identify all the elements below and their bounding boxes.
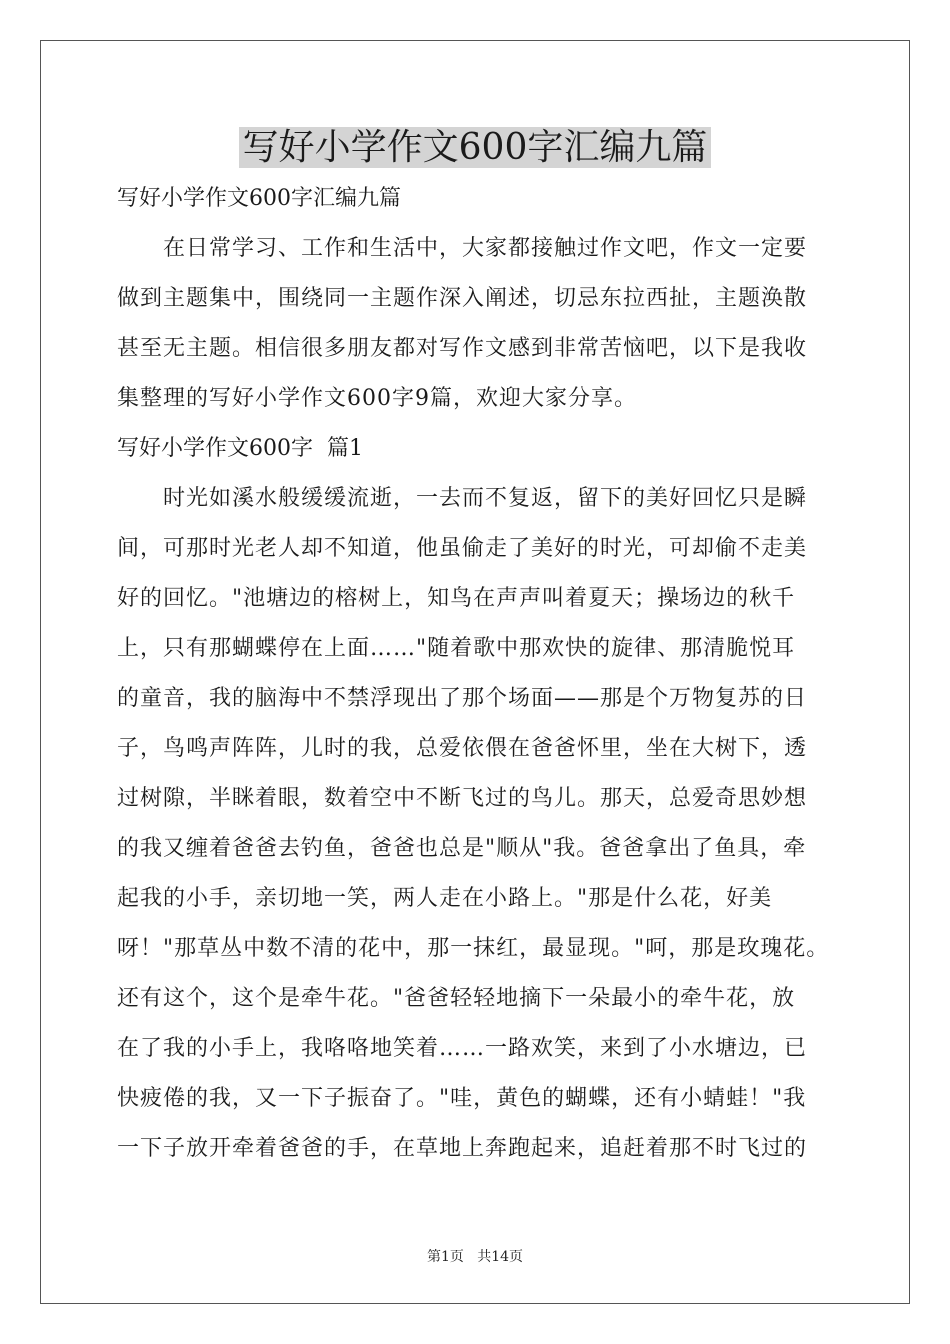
text-line: 时光如溪水般缓缓流逝，一去而不复返，留下的美好回忆只是瞬 [163, 486, 808, 511]
text-line: 上，只有那蝴蝶停在上面……"随着歌中那欢快的旋律、那清脆悦耳 [117, 636, 796, 661]
text-line: 在了我的小手上，我咯咯地笑着……一路欢笑，来到了小水塘边，已 [117, 1036, 808, 1061]
text-line: 一下子放开牵着爸爸的手，在草地上奔跑起来，追赶着那不时飞过的 [117, 1136, 808, 1161]
text-line: 起我的小手，亲切地一笑，两人走在小路上。"那是什么花，好美 [117, 886, 773, 911]
section-heading: 写好小学作文600字 篇1 [117, 436, 363, 461]
text-line: 快疲倦的我，又一下子振奋了。"哇，黄色的蝴蝶，还有小蜻蛙！"我 [117, 1086, 807, 1111]
intro-paragraph [117, 224, 857, 424]
body-paragraph [117, 474, 857, 1174]
text-line: 做到主题集中，围绕同一主题作深入阐述，切忌东拉西扯，主题涣散 [117, 286, 808, 311]
text-line: 在日常学习、工作和生活中，大家都接触过作文吧，作文一定要 [163, 236, 808, 261]
text-line: 过树隙，半眯着眼，数着空中不断飞过的鸟儿。那天，总爱奇思妙想 [117, 786, 808, 811]
text-line: 好的回忆。"池塘边的榕树上，知鸟在声声叫着夏天；操场边的秋千 [117, 586, 796, 611]
text-line: 还有这个，这个是牵牛花。"爸爸轻轻地摘下一朵最小的牵牛花，放 [117, 986, 796, 1011]
document-body [117, 174, 857, 1174]
text-line: 子，鸟鸣声阵阵，儿时的我，总爱依偎在爸爸怀里，坐在大树下，透 [117, 736, 808, 761]
text-line: 集整理的写好小学作文600字9篇，欢迎大家分享。 [117, 386, 637, 411]
text-line: 呀！"那草丛中数不清的花中，那一抹红，最显现。"呵，那是玫瑰花。 [117, 936, 830, 961]
document-title-text: 写好小学作文600字汇编九篇 [239, 127, 712, 168]
page-number-footer: 第1页 共14页 [426, 1249, 524, 1265]
document-subtitle: 写好小学作文600字汇编九篇 [117, 186, 401, 211]
document-title [0, 124, 950, 172]
text-line: 间，可那时光老人却不知道，他虽偷走了美好的时光，可却偷不走美 [117, 536, 808, 561]
text-line: 的童音，我的脑海中不禁浮现出了那个场面——那是个万物复苏的日 [117, 686, 808, 711]
text-line: 的我又缠着爸爸去钓鱼，爸爸也总是"顺从"我。爸爸拿出了鱼具，牵 [117, 836, 807, 861]
text-line: 甚至无主题。相信很多朋友都对写作文感到非常苦恼吧，以下是我收 [117, 336, 808, 361]
